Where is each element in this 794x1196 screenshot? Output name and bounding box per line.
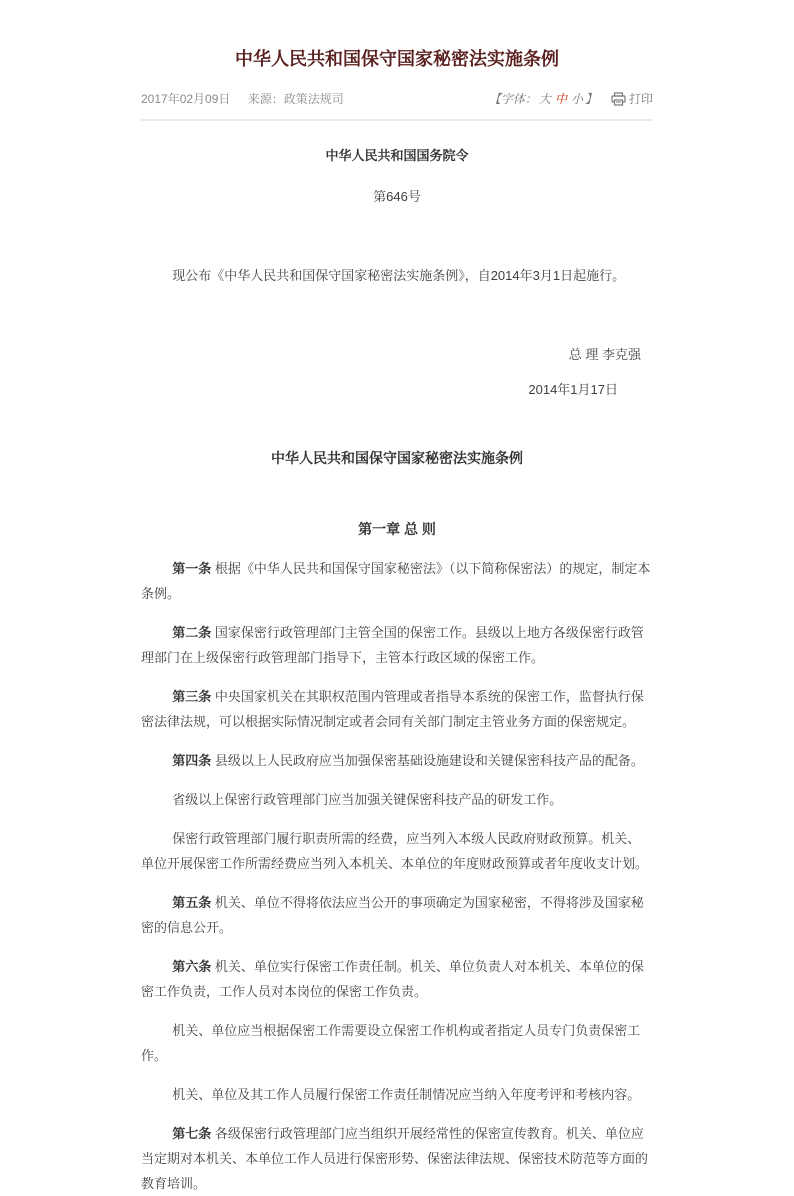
article-paragraph xyxy=(141,1121,653,1196)
print-button[interactable] xyxy=(611,90,653,107)
article-text: 县级以上人民政府应当加强保密基础设施建设和关键保密科技产品的配备。 xyxy=(214,753,644,768)
font-size-large-button[interactable]: 大 xyxy=(538,92,551,106)
article-text: 根据《中华人民共和国保守国家秘密法》（以下简称保密法）的规定，制定本条例。 xyxy=(141,561,651,601)
meta-right xyxy=(489,90,653,107)
article-paragraph xyxy=(141,954,653,1004)
law-title: 中华人民共和国保守国家秘密法实施条例 xyxy=(271,450,523,466)
signature-date: 2014年1月17日 xyxy=(528,382,618,397)
article-paragraph xyxy=(141,620,653,670)
article-text: 各级保密行政管理部门应当组织开展经常性的保密宣传教育。机关、单位应当定期对本机关、本单位工作人员进行保密形势、保密法律法规、保密技术防范等方面的教育培训。 xyxy=(141,1126,649,1191)
article-number: 第四条 xyxy=(172,753,215,768)
article-page xyxy=(141,0,653,1196)
decree-number: 第646号 xyxy=(373,189,421,204)
article-number: 第二条 xyxy=(172,625,215,640)
font-size-control xyxy=(489,90,597,107)
publish-date: 2017年02月09日 xyxy=(141,92,231,106)
divider xyxy=(141,119,653,121)
meta-left xyxy=(141,90,358,107)
article-text: 省级以上保密行政管理部门应当加强关键保密科技产品的研发工作。 xyxy=(172,792,563,807)
article-paragraph xyxy=(141,826,653,876)
article-number: 第七条 xyxy=(172,1126,215,1141)
articles-list xyxy=(141,556,653,1196)
document-body xyxy=(141,143,653,1196)
decree-heading: 中华人民共和国国务院令 xyxy=(325,148,469,163)
article-text: 机关、单位及其工作人员履行保密工作责任制情况应当纳入年度考评和考核内容。 xyxy=(172,1087,641,1102)
article-text: 中央国家机关在其职权范围内管理或者指导本系统的保密工作，监督执行保密法律法规，可以根据实际情况制定或者会同有关部门制定主管业务方面的保密规定。 xyxy=(141,689,644,729)
article-paragraph xyxy=(141,684,653,734)
article-number: 第五条 xyxy=(172,895,215,910)
article-number: 第一条 xyxy=(172,561,215,576)
source-label: 来源：政策法规司 xyxy=(247,92,344,106)
article-paragraph xyxy=(141,787,653,812)
meta-row xyxy=(141,90,653,107)
printer-icon xyxy=(611,92,626,106)
font-control-prefix: 【字体： xyxy=(488,92,537,106)
article-paragraph xyxy=(141,1018,653,1068)
article-text: 机关、单位实行保密工作责任制。机关、单位负责人对本机关、本单位的保密工作负责，工作人员对本岗位的保密工作负责。 xyxy=(141,959,644,999)
font-size-medium-button[interactable]: 中 xyxy=(554,92,567,106)
article-text: 国家保密行政管理部门主管全国的保密工作。县级以上地方各级保密行政管理部门在上级保密行政管理部门指导下，主管本行政区域的保密工作。 xyxy=(141,625,644,665)
article-paragraph xyxy=(141,556,653,606)
font-size-small-button[interactable]: 小 xyxy=(570,92,583,106)
announcement-paragraph: 现公布《中华人民共和国保守国家秘密法实施条例》，自2014年3月1日起施行。 xyxy=(172,268,626,283)
article-text: 保密行政管理部门履行职责所需的经费，应当列入本级人民政府财政预算。机关、单位开展保密工作所需经费应当列入本机关、本单位的年度财政预算或者年度收支计划。 xyxy=(141,831,649,871)
page-title: 中华人民共和国保守国家秘密法实施条例 xyxy=(235,49,559,69)
premier-signature: 总 理 李克强 xyxy=(568,347,641,362)
article-text: 机关、单位不得将依法应当公开的事项确定为国家秘密，不得将涉及国家秘密的信息公开。 xyxy=(141,895,644,935)
chapter-heading: 第一章 总 则 xyxy=(358,521,436,537)
font-control-suffix: 】 xyxy=(584,92,597,106)
article-number: 第六条 xyxy=(172,959,215,974)
article-number: 第三条 xyxy=(172,689,215,704)
article-paragraph xyxy=(141,1082,653,1107)
article-paragraph xyxy=(141,890,653,940)
article-paragraph xyxy=(141,748,653,773)
print-label: 打印 xyxy=(628,92,653,106)
article-text: 机关、单位应当根据保密工作需要设立保密工作机构或者指定人员专门负责保密工作。 xyxy=(141,1023,641,1063)
